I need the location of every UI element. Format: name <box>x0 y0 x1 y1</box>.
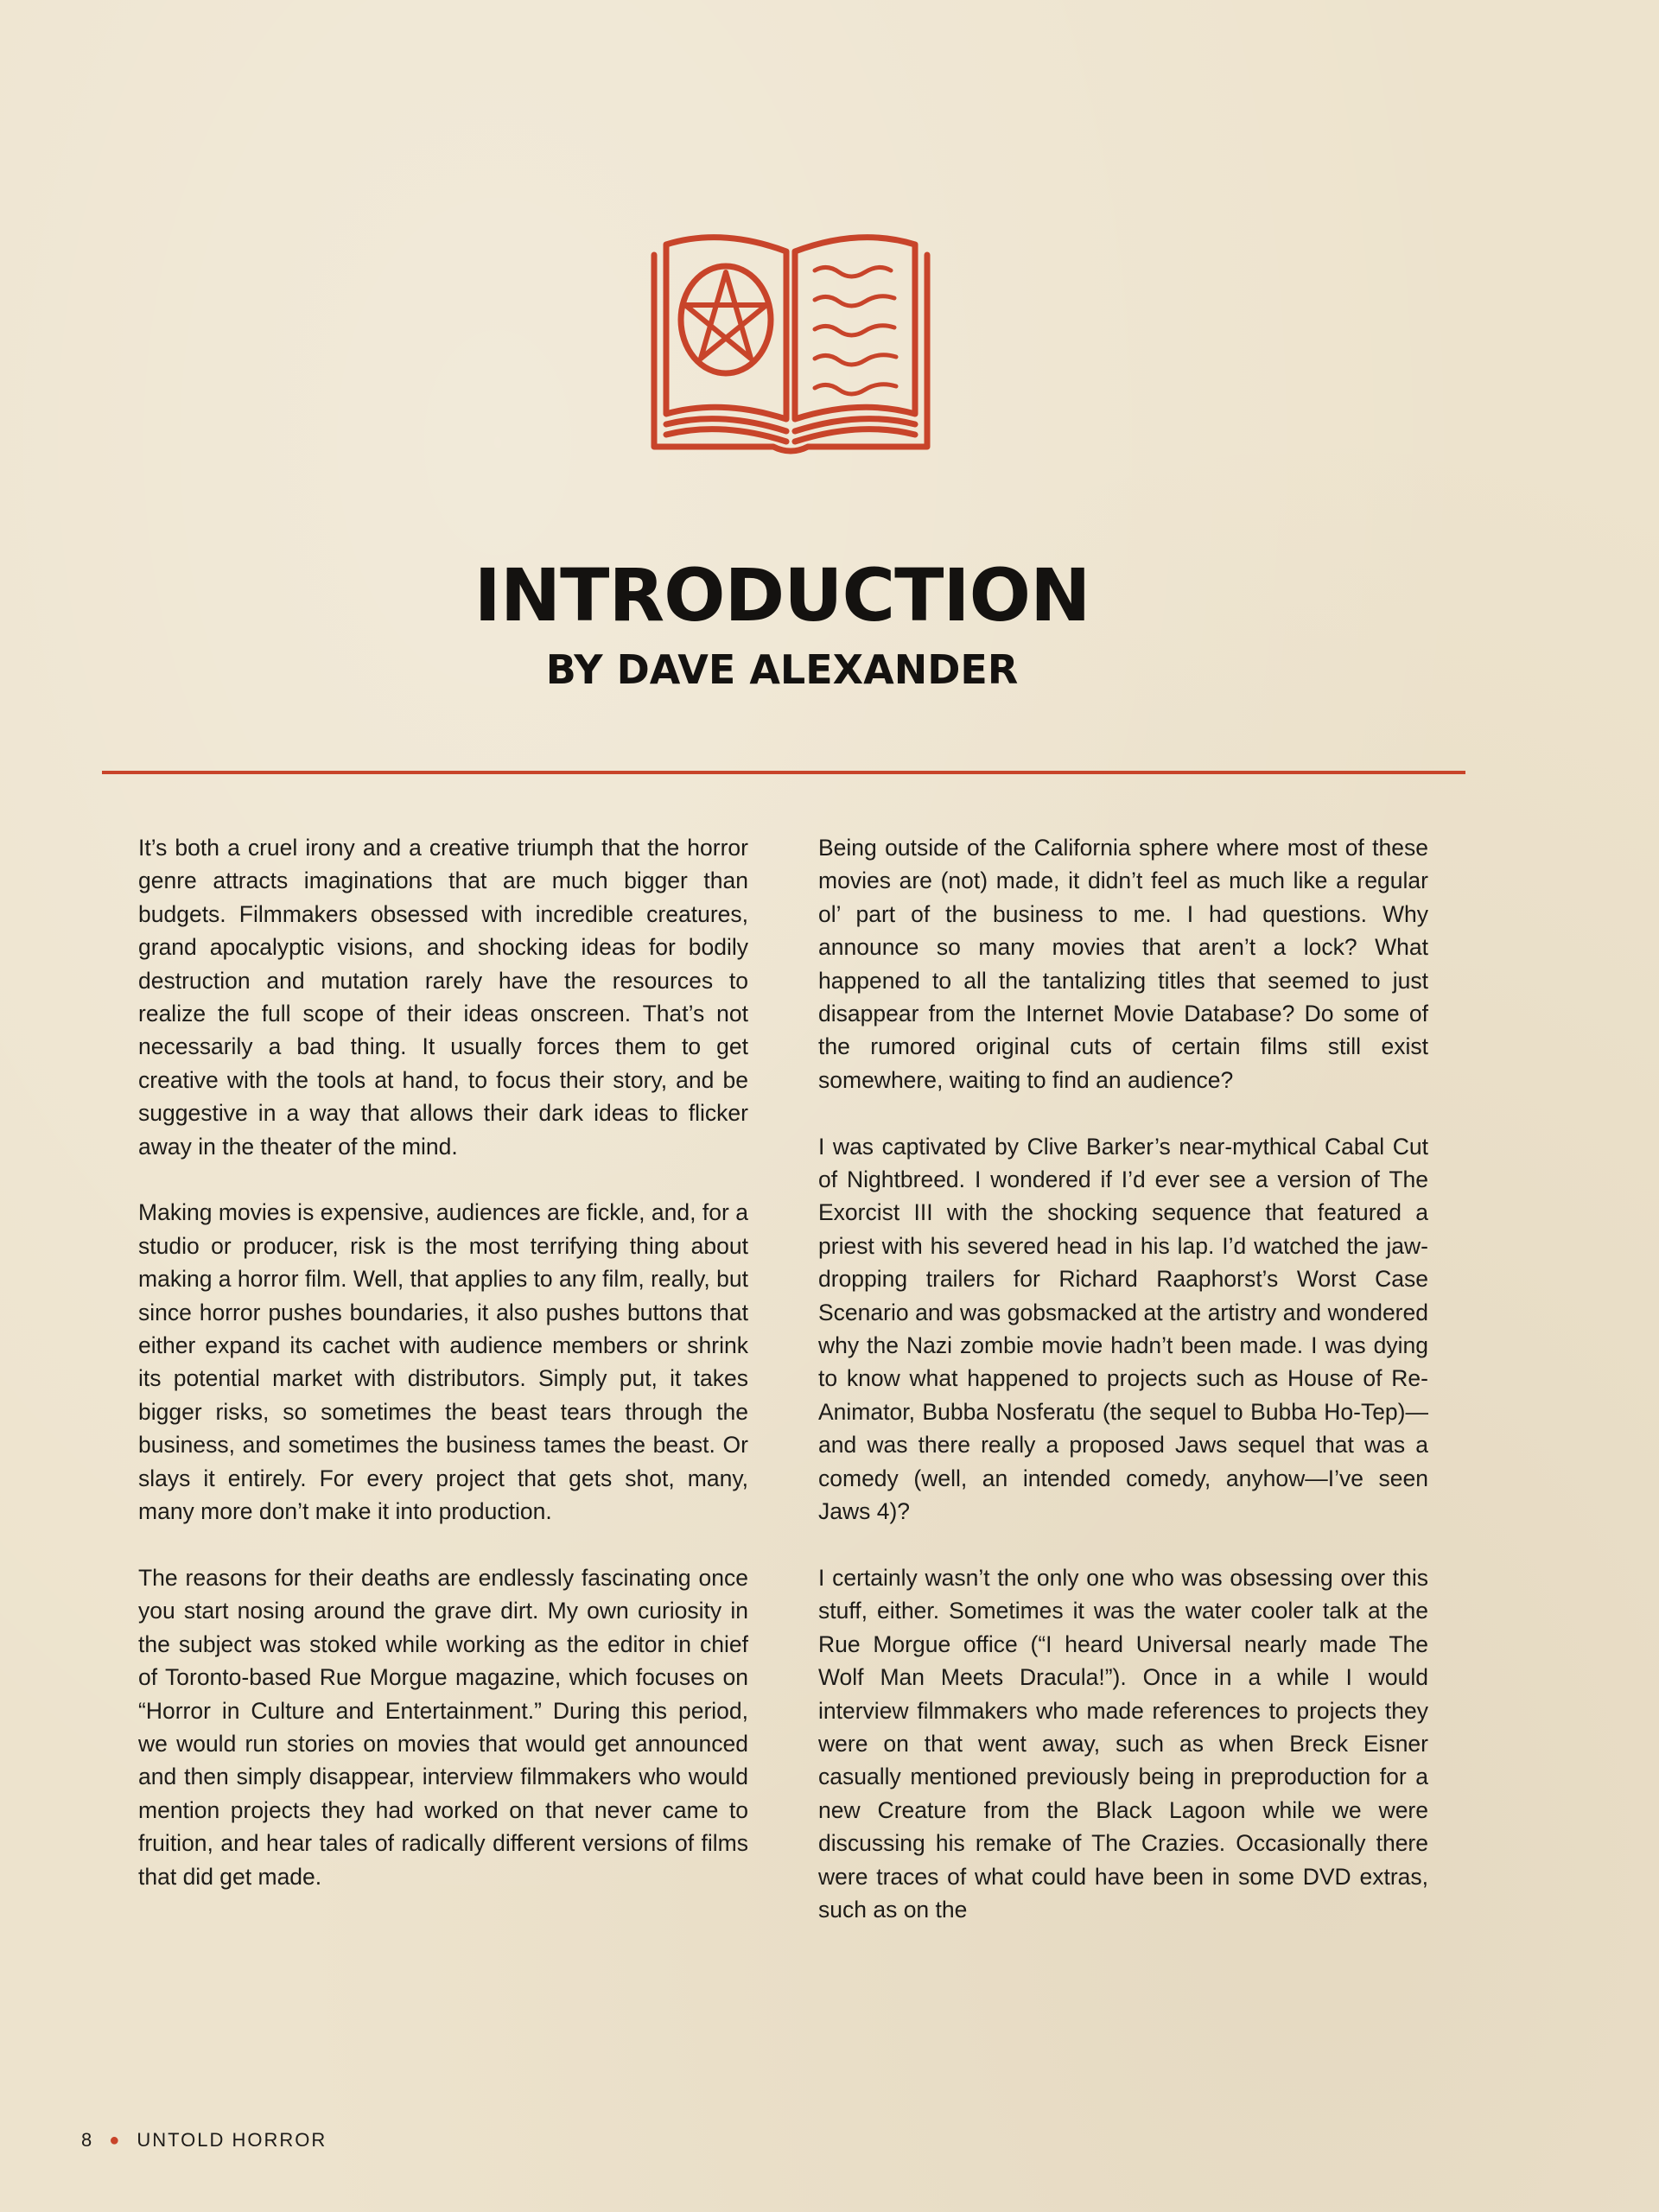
section-divider <box>102 771 1465 774</box>
page-footer <box>81 2129 327 2152</box>
page-title: INTRODUCTION <box>474 553 1090 638</box>
left-column <box>138 831 748 1926</box>
body-paragraph: Making movies is expensive, audiences are fickle, and, for a studio or producer, risk is the most terrifying thing about making a horror film. Well, that applies to any film, really, but since horror pushes boundaries, it also pushes buttons that either expand its cachet with audience members or shrink its potential market with distributors. Simply put, it takes bigger risks, so sometimes the beast tears through the business, and sometimes the business tames the beast. Or slays it entirely. For every project that gets shot, many, many more don’t make it into production. <box>138 1199 748 1525</box>
running-title: UNTOLD HORROR <box>137 2129 327 2151</box>
body-paragraph: The reasons for their deaths are endlessly fascinating once you start nosing around the grave dirt. My own curiosity in the subject was stoked while working as the editor in chief of Toronto-based Rue Morgue magazine, which focuses on “Horror in Culture and Entertainment.” During this period, we would run stories on movies that would get announced and then simply disappear, interview filmmakers who would mention projects they had worked on that never came to fruition, and hear tales of radically different versions of films that did get made. <box>138 1564 748 1890</box>
body-paragraph: It’s both a cruel irony and a creative triumph that the horror genre attracts imaginations that are much bigger than budgets. Filmmakers obsessed with incredible creatures, grand apocalyptic visions, and shocking ideas for bodily destruction and mutation rarely have the resources to realize the full scope of their ideas onscreen. That’s not necessarily a bad thing. It usually forces them to get creative with the tools at hand, to focus their story, and be suggestive in a way that allows their dark ideas to flicker away in the theater of the mind. <box>138 835 748 1160</box>
body-paragraph: I certainly wasn’t the only one who was obsessing over this stuff, either. Sometimes it was the water cooler talk at the Rue Morgue office (“I heard Universal nearly made The Wolf Man Meets Dracula!”). Once in a while I would interview filmmakers who made references to projects they were on that went away, such as when Breck Eisner casually mentioned previously being in preproduction for a new Creature from the Black Lagoon while we were discussing his remake of The Crazies. Occasionally there were traces of what could have been in some DVD extras, such as on the <box>818 1564 1428 1923</box>
right-column <box>818 831 1428 1960</box>
bullet-separator-icon: ● <box>109 2130 122 2150</box>
author-byline: BY DAVE ALEXANDER <box>545 646 1019 693</box>
page-number: 8 <box>81 2129 94 2151</box>
open-book-pentagram-icon <box>644 220 938 471</box>
body-paragraph: Being outside of the California sphere where most of these movies are (not) made, it didn’t feel as much like a regular ol’ part of the business to me. I had questions. Why announce so many movies that aren’t a lock? What happened to all the tantalizing titles that seemed to just disappear from the Internet Movie Database? Do some of the rumored original cuts of certain films still exist somewhere, waiting to find an audience? <box>818 835 1428 1093</box>
body-paragraph: I was captivated by Clive Barker’s near-mythical Cabal Cut of Nightbreed. I wondered if I’d ever see a version of The Exorcist III with the shocking sequence that featured a priest with his severed head in his lap. I’d watched the jaw-dropping trailers for Richard Raaphorst’s Worst Case Scenario and was gobsmacked at the artistry and wondered why the Nazi zombie movie hadn’t been made. I was dying to know what happened to projects such as House of Re-Animator, Bubba Nosferatu (the sequel to Bubba Ho-Tep)—and was there really a proposed Jaws sequel that was a comedy (well, an intended comedy, anyhow—I’ve seen Jaws 4)? <box>818 1133 1428 1525</box>
